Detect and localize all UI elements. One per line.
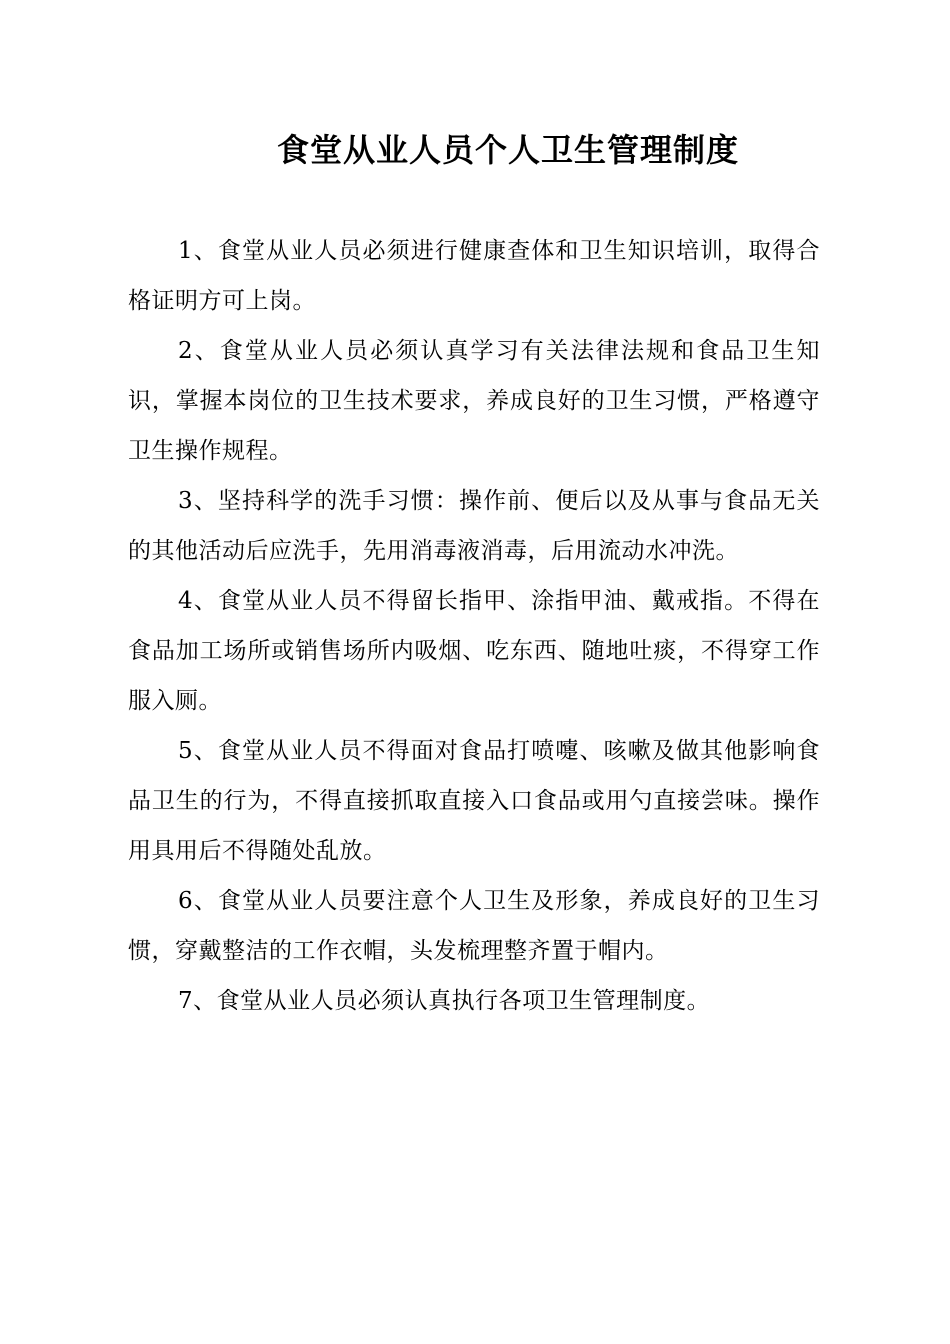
rule-paragraph-4: 4、食堂从业人员不得留长指甲、涂指甲油、戴戒指。不得在食品加工场所或销售场所内吸烟、吃东西、随地吐痰，不得穿工作服入厕。 bbox=[128, 588, 820, 714]
document-title: 食堂从业人员个人卫生管理制度 bbox=[276, 131, 739, 169]
rule-paragraph-1: 1、食堂从业人员必须进行健康查体和卫生知识培训，取得合格证明方可上岗。 bbox=[128, 238, 820, 314]
rule-paragraph-3: 3、坚持科学的洗手习惯：操作前、便后以及从事与食品无关的其他活动后应洗手，先用消毒液消毒，后用流动水冲洗。 bbox=[128, 488, 820, 564]
rule-paragraph-5: 5、食堂从业人员不得面对食品打喷嚏、咳嗽及做其他影响食品卫生的行为，不得直接抓取直接入口食品或用勺直接尝味。操作用具用后不得随处乱放。 bbox=[128, 738, 820, 864]
rule-paragraph-2: 2、食堂从业人员必须认真学习有关法律法规和食品卫生知识，掌握本岗位的卫生技术要求，养成良好的卫生习惯，严格遵守卫生操作规程。 bbox=[128, 338, 820, 464]
document-body bbox=[128, 226, 820, 1026]
rule-paragraph-6: 6、食堂从业人员要注意个人卫生及形象，养成良好的卫生习惯，穿戴整洁的工作衣帽，头发梳理整齐置于帽内。 bbox=[128, 888, 820, 964]
rule-paragraph-7: 7、食堂从业人员必须认真执行各项卫生管理制度。 bbox=[178, 988, 711, 1014]
